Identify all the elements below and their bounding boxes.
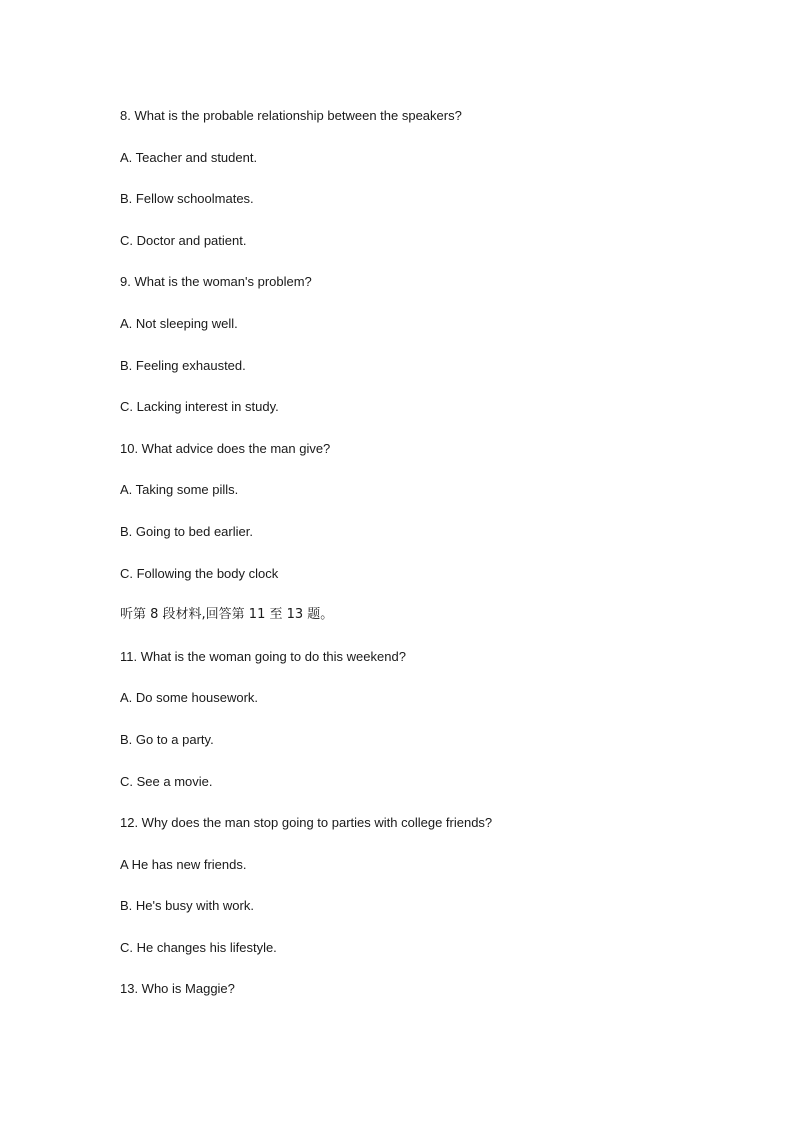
option-10b: B. Going to bed earlier.: [120, 523, 253, 539]
option-8a: A. Teacher and student.: [120, 149, 258, 165]
option-11b: B. Go to a party.: [120, 731, 214, 747]
option-10c: C. Following the body clock: [120, 565, 279, 581]
option-9b: B. Feeling exhausted.: [120, 357, 246, 373]
option-11c: C. See a movie.: [120, 773, 213, 789]
option-11a: A. Do some housework.: [120, 690, 259, 706]
question-9: 9. What is the woman's problem?: [120, 274, 312, 290]
option-12a: A He has new friends.: [120, 856, 247, 872]
section-instruction: 听第 8 段材料,回答第 11 至 13 题。: [120, 607, 334, 623]
option-12c: C. He changes his lifestyle.: [120, 939, 277, 955]
question-10: 10. What advice does the man give?: [120, 440, 331, 456]
option-10a: A. Taking some pills.: [120, 482, 239, 498]
question-11: 11. What is the woman going to do this weekend?: [120, 648, 406, 664]
option-8b: B. Fellow schoolmates.: [120, 191, 254, 207]
option-9a: A. Not sleeping well.: [120, 315, 238, 331]
question-8: 8. What is the probable relationship between the speakers?: [120, 108, 462, 123]
option-12b: B. He's busy with work.: [120, 898, 254, 914]
question-13: 13. Who is Maggie?: [120, 981, 235, 997]
question-list: [120, 105, 740, 1020]
option-9c: C. Lacking interest in study.: [120, 399, 279, 415]
option-8c: C. Doctor and patient.: [120, 232, 247, 248]
question-12: 12. Why does the man stop going to parties with college friends?: [120, 815, 493, 831]
